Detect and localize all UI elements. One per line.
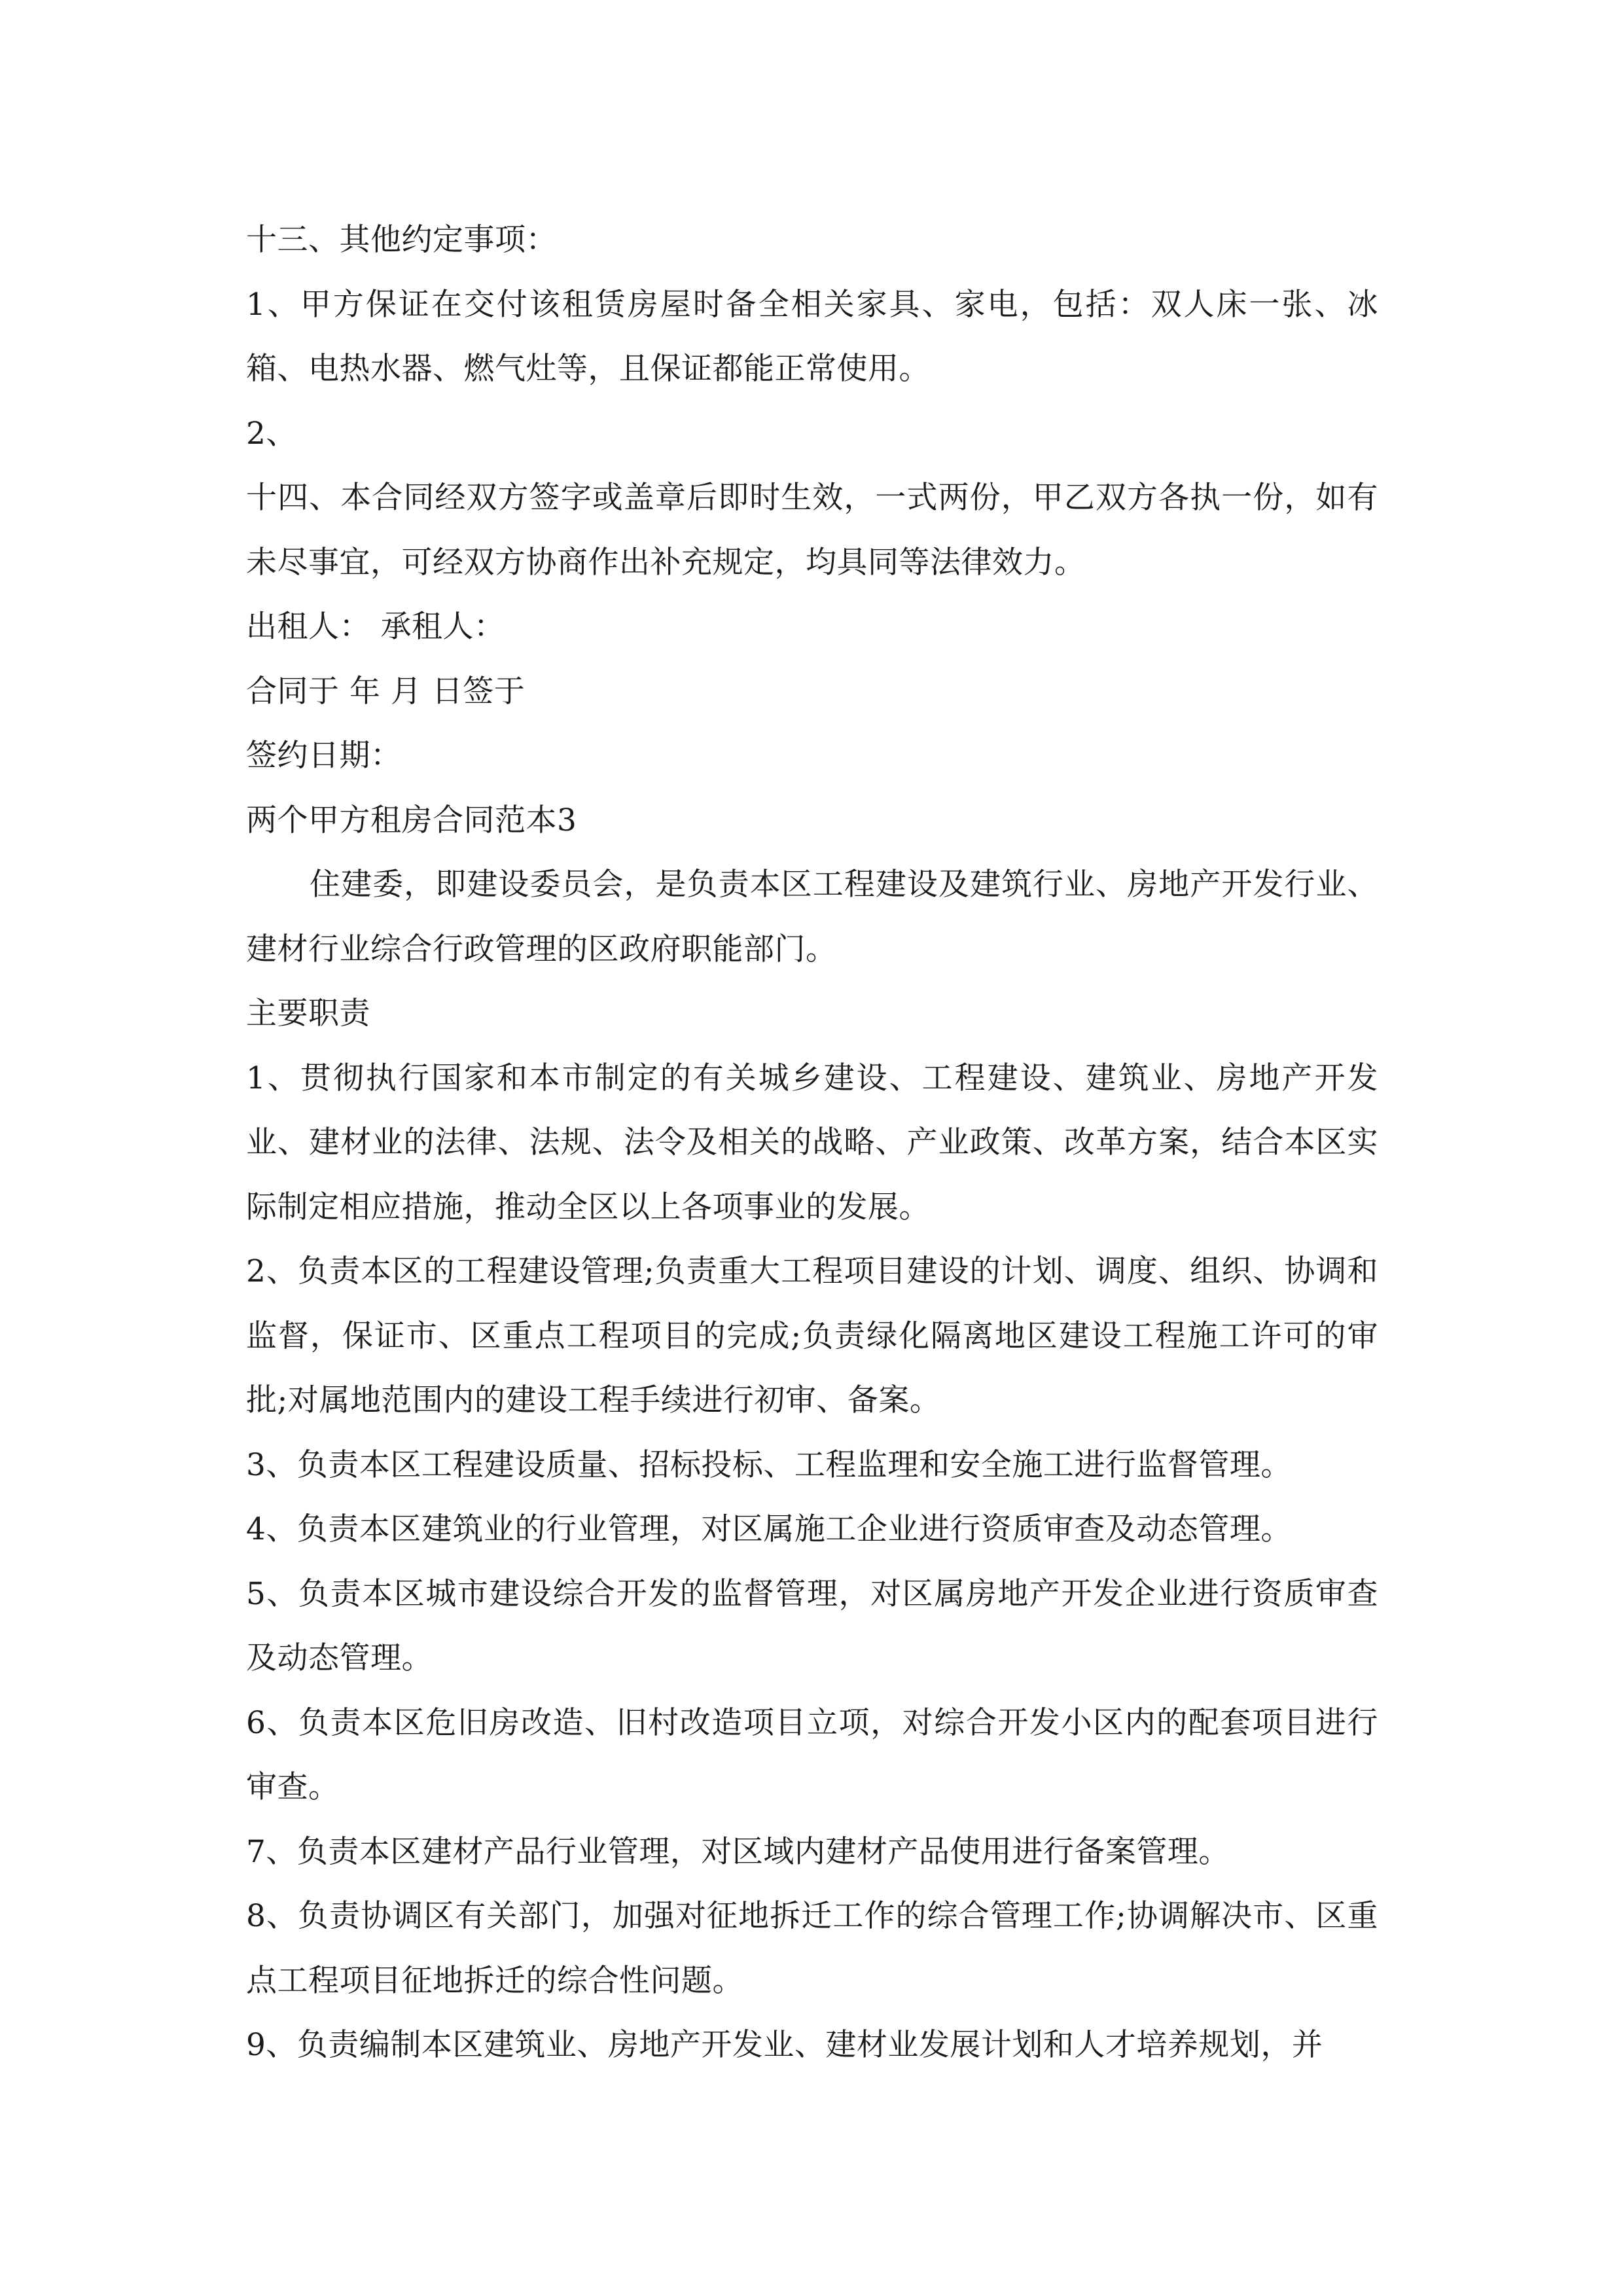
paragraph-duty-4: 4、负责本区建筑业的行业管理，对区属施工企业进行资质审查及动态管理。 bbox=[246, 1511, 1292, 1547]
paragraph-parties: 出租人： 承租人： bbox=[246, 609, 505, 645]
paragraph-13-item-1: 1、甲方保证在交付该租赁房屋时备全相关家具、家电，包括：双人床一张、冰箱、电热水器、燃气灶等，且保证都能正常使用。 bbox=[246, 286, 1378, 387]
paragraph-sample-title: 两个甲方租房合同范本3 bbox=[246, 802, 577, 838]
paragraph-intro: 住建委，即建设委员会，是负责本区工程建设及建筑行业、房地产开发行业、建材行业综合行政管理的区政府职能部门。 bbox=[246, 867, 1378, 967]
paragraph-duty-9: 9、负责编制本区建筑业、房地产开发业、建材业发展计划和人才培养规划，并 bbox=[246, 2027, 1323, 2063]
paragraph-duty-3: 3、负责本区工程建设质量、招标投标、工程监理和安全施工进行监督管理。 bbox=[246, 1446, 1292, 1483]
paragraph-duties-heading: 主要职责 bbox=[246, 996, 370, 1031]
paragraph-duty-7: 7、负责本区建材产品行业管理，对区域内建材产品使用进行备案管理。 bbox=[246, 1833, 1230, 1870]
paragraph-duty-2: 2、负责本区的工程建设管理;负责重大工程项目建设的计划、调度、组织、协调和监督，保证市、区重点工程项目的完成;负责绿化隔离地区建设工程施工许可的审批;对属地范围内的建设工程手续进行初审、备案。 bbox=[246, 1253, 1378, 1418]
paragraph-duty-1: 1、贯彻执行国家和本市制定的有关城乡建设、工程建设、建筑业、房地产开发业、建材业的法律、法规、法令及相关的战略、产业政策、改革方案，结合本区实际制定相应措施，推动全区以上各项事业的发展。 bbox=[246, 1060, 1378, 1225]
paragraph-duty-8: 8、负责协调区有关部门，加强对征地拆迁工作的综合管理工作;协调解决市、区重点工程项目征地拆迁的综合性问题。 bbox=[246, 1898, 1378, 1999]
document-body bbox=[246, 208, 1378, 2078]
paragraph-13-item-2: 2、 bbox=[246, 415, 297, 452]
paragraph-signed-at: 合同于 年 月 日签于 bbox=[246, 673, 526, 709]
paragraph-duty-5: 5、负责本区城市建设综合开发的监督管理，对区属房地产开发企业进行资质审查及动态管理。 bbox=[246, 1575, 1378, 1676]
paragraph-section-13-heading: 十三、其他约定事项： bbox=[246, 222, 557, 258]
paragraph-section-14: 十四、本合同经双方签字或盖章后即时生效，一式两份，甲乙双方各执一份，如有未尽事宜，可经双方协商作出补充规定，均具同等法律效力。 bbox=[246, 480, 1378, 581]
paragraph-duty-6: 6、负责本区危旧房改造、旧村改造项目立项，对综合开发小区内的配套项目进行审查。 bbox=[246, 1704, 1378, 1805]
paragraph-sign-date: 签约日期： bbox=[246, 738, 402, 774]
